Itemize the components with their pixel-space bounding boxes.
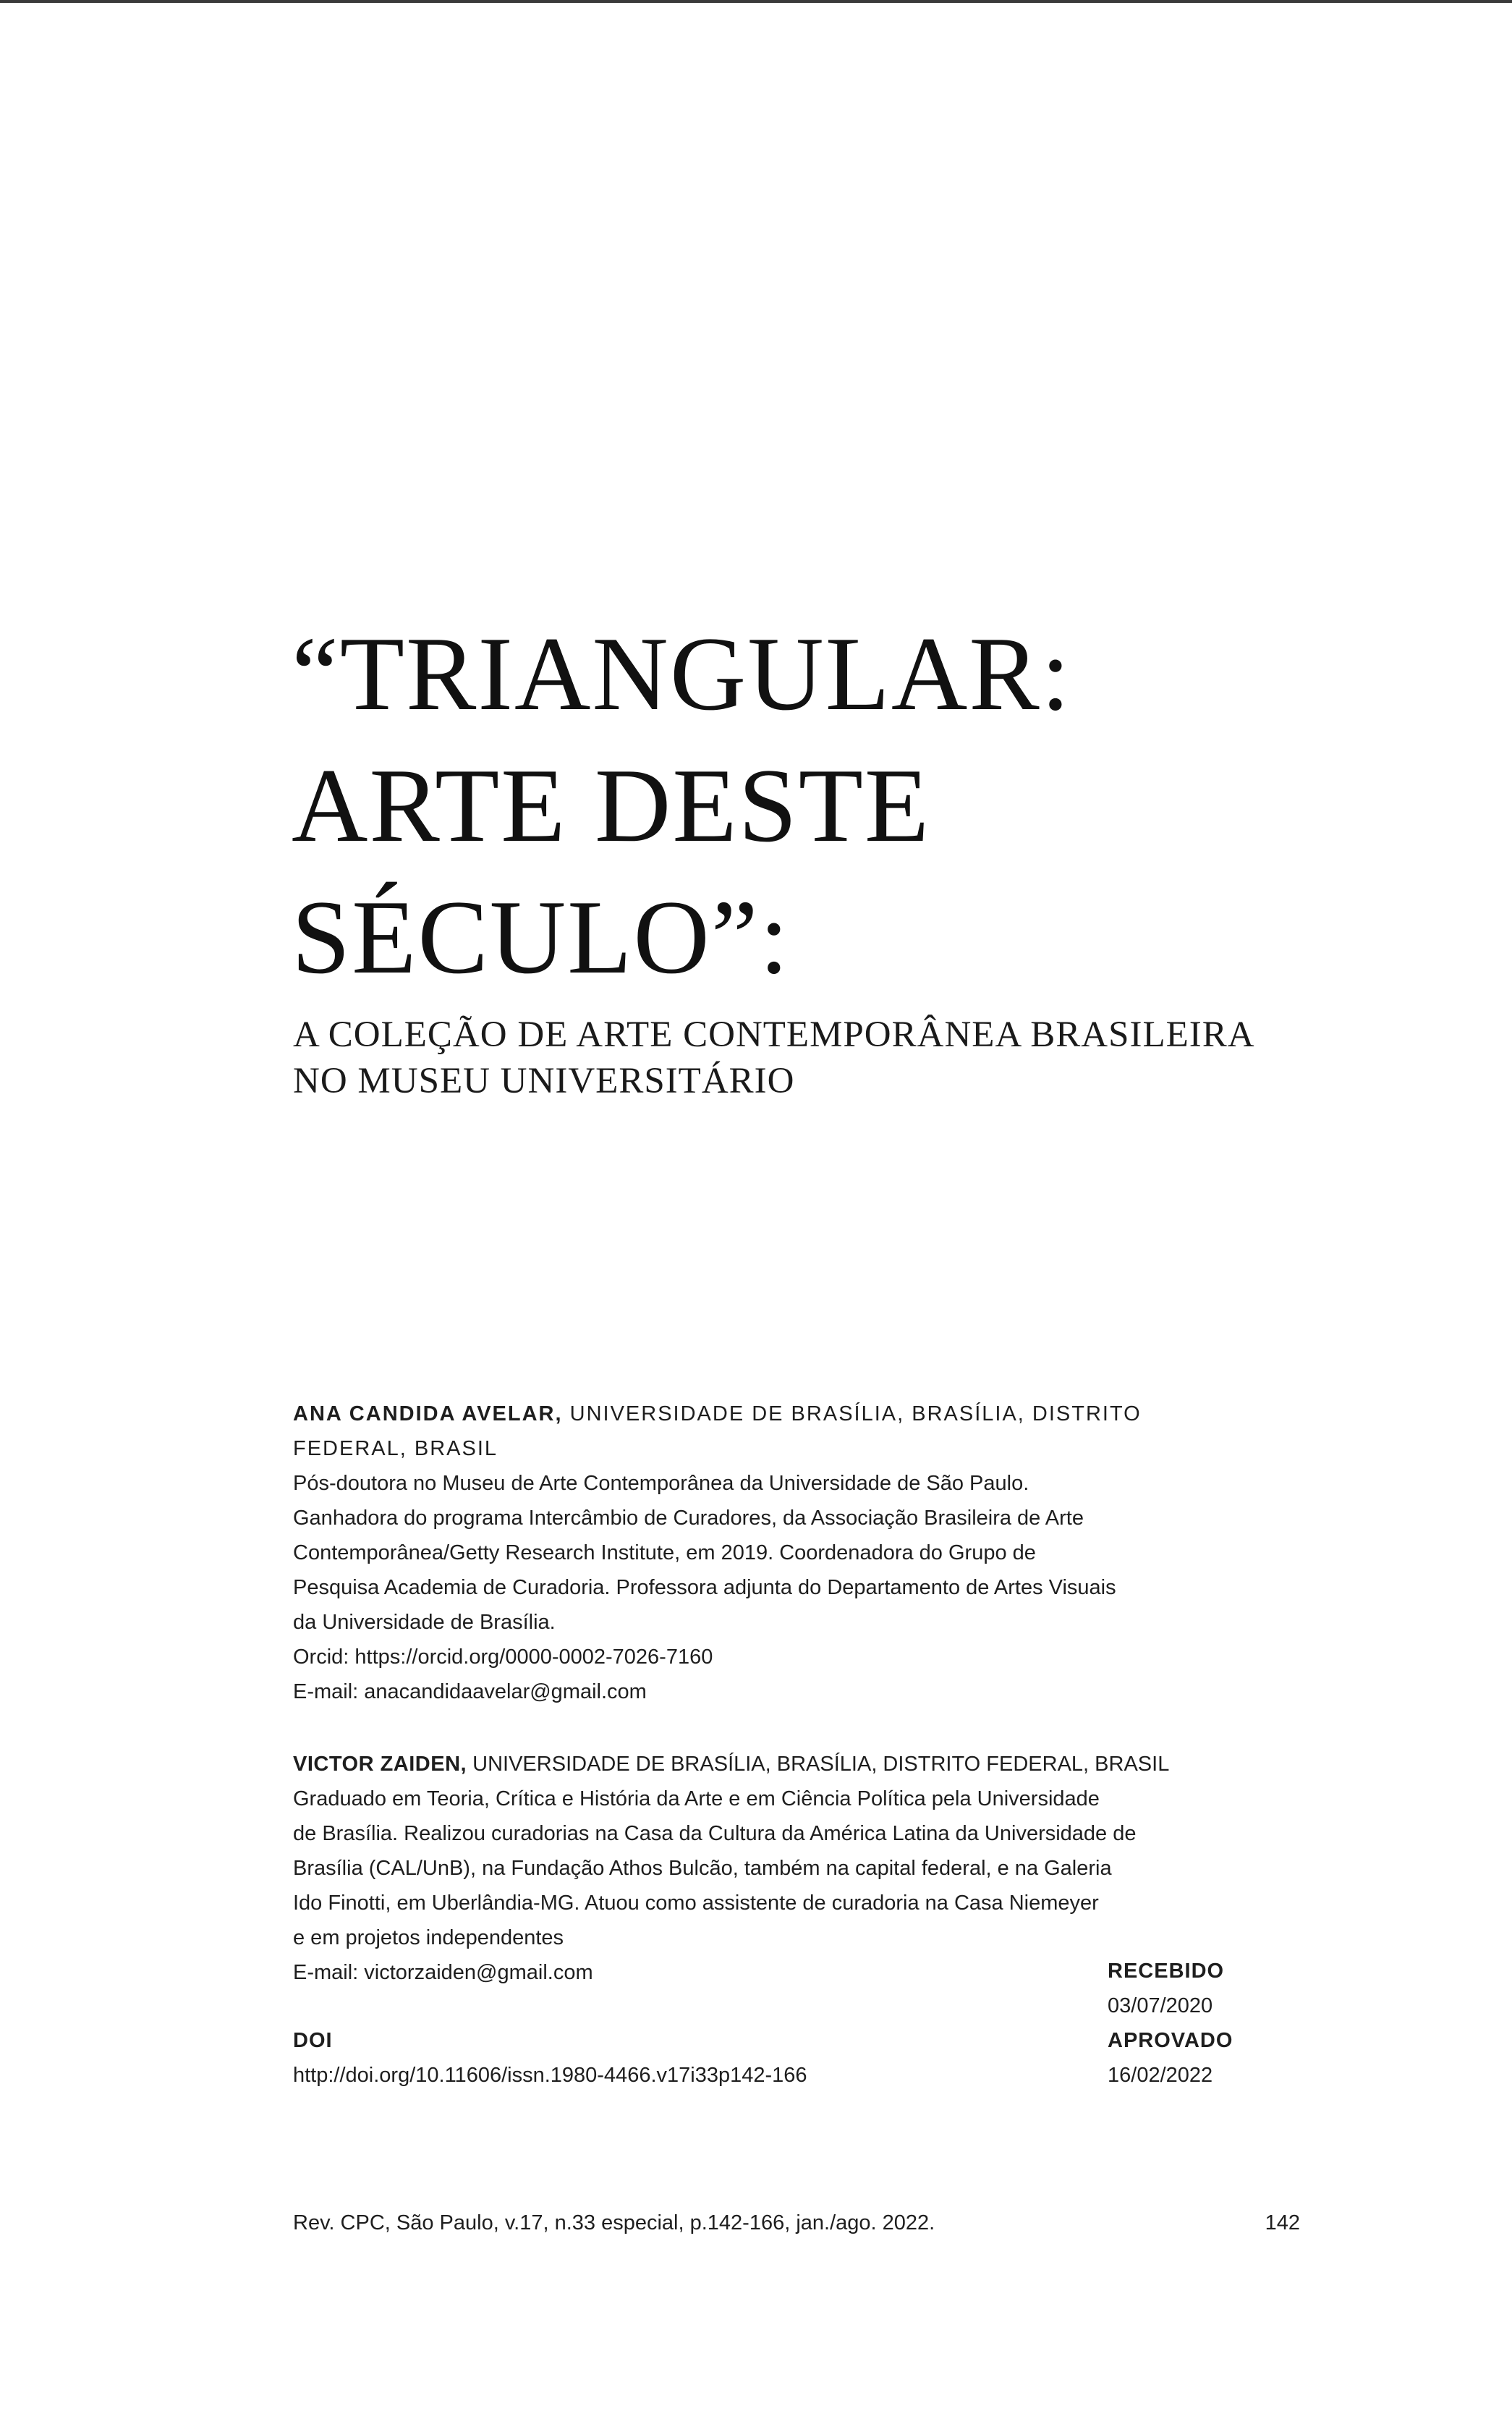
author-bio-line: Ganhadora do programa Intercâmbio de Curadores, da Associação Brasileira de Arte [293, 1507, 1084, 1530]
top-rule [0, 0, 1512, 3]
author-header [293, 1747, 1170, 1782]
author-orcid: Orcid: https://orcid.org/0000-0002-7026-7160 [293, 1645, 713, 1669]
approved-label: APROVADO [1108, 2029, 1233, 2052]
author-bio-line: e em projetos independentes [293, 1926, 564, 1949]
subtitle-line: NO MUSEU UNIVERSITÁRIO [293, 1061, 795, 1101]
title-line: “TRIANGULAR: [292, 615, 1072, 732]
received-label: RECEBIDO [1108, 1960, 1225, 1983]
article-title [292, 608, 1304, 1003]
author-email: E-mail: victorzaiden@gmail.com [293, 1961, 593, 1984]
author-name: VICTOR ZAIDEN, [293, 1753, 467, 1776]
subtitle-line: A COLEÇÃO DE ARTE CONTEMPORÂNEA BRASILEIRA [293, 1014, 1255, 1055]
author-bio-line: Pós-doutora no Museu de Arte Contemporânea da Universidade de São Paulo. [293, 1472, 1029, 1495]
page-number: 142 [1265, 2211, 1300, 2234]
author-bio-line: Brasília (CAL/UnB), na Fundação Athos Bulcão, também na capital federal, e na Galeria [293, 1857, 1112, 1880]
author-affiliation: UNIVERSIDADE DE BRASÍLIA, BRASÍLIA, DISTRITO FEDERAL, BRASIL [467, 1753, 1170, 1776]
footer-citation: Rev. CPC, São Paulo, v.17, n.33 especial, p.142-166, jan./ago. 2022. [293, 2211, 935, 2234]
author-affiliation: UNIVERSIDADE DE BRASÍLIA, BRASÍLIA, DISTRITO [562, 1402, 1142, 1425]
dates-block [1108, 1954, 1325, 2093]
author-bio-line: Pesquisa Academia de Curadoria. Professora adjunta do Departamento de Artes Visuais [293, 1576, 1116, 1599]
author-bio-line: Contemporânea/Getty Research Institute, em 2019. Coordenadora do Grupo de [293, 1541, 1036, 1564]
author-bio-line: da Universidade de Brasília. [293, 1611, 556, 1634]
author-bio-line: Ido Finotti, em Uberlândia-MG. Atuou como assistente de curadoria na Casa Niemeyer [293, 1891, 1099, 1915]
author-name: ANA CANDIDA AVELAR, [293, 1402, 563, 1425]
approved-date: 16/02/2022 [1108, 2064, 1213, 2087]
article-subtitle [293, 1012, 1378, 1104]
title-line: ARTE DESTE [292, 747, 931, 864]
author-block-1 [293, 1397, 1142, 1709]
doi-block [293, 2023, 1103, 2093]
author-header [293, 1397, 1142, 1431]
title-line: SÉCULO”: [292, 878, 791, 996]
author-bio-line: Graduado em Teoria, Crítica e História da Arte e em Ciência Política pela Universidade [293, 1787, 1100, 1810]
author-email: E-mail: anacandidaavelar@gmail.com [293, 1680, 647, 1703]
author-affiliation-cont: FEDERAL, BRASIL [293, 1437, 498, 1460]
doi-link[interactable]: http://doi.org/10.11606/issn.1980-4466.v17i33p142-166 [293, 2064, 807, 2087]
received-date: 03/07/2020 [1108, 1994, 1213, 2017]
author-bio-line: de Brasília. Realizou curadorias na Casa da Cultura da América Latina da Universidade de [293, 1822, 1137, 1845]
doi-label: DOI [293, 2029, 333, 2052]
